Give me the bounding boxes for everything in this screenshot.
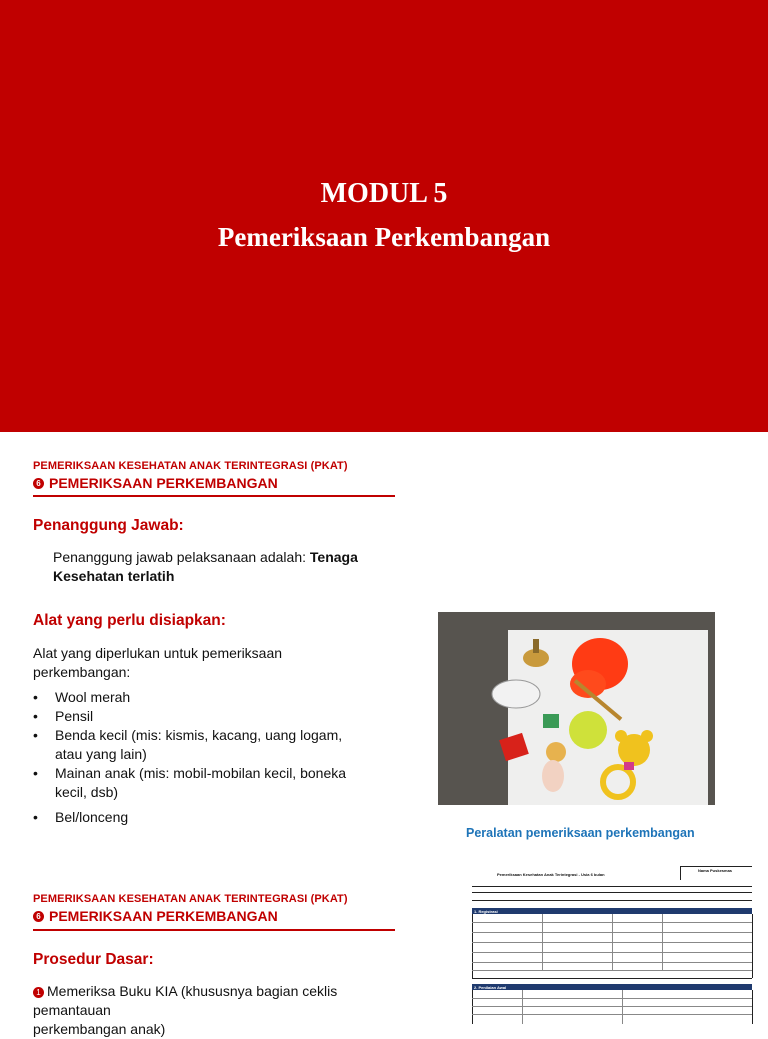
procedure-heading: Prosedur Dasar: [33,951,154,968]
slide2-divider [33,929,395,931]
form-title: Pemeriksaan Kesehatan Anak Terintegrasi - Usia 6 bulan [497,872,605,877]
cover-slide [0,0,768,432]
list-item: • Pensil [33,708,94,724]
list-item: • Mainan anak (mis: mobil-mobilan kecil, boneka kecil, dsb) [33,765,347,800]
list-item: • Wool merah [33,689,131,705]
form-section-1: 1. Registrasi [474,909,498,914]
tools-intro: Alat yang diperlukan untuk pemeriksaan perkembangan: [33,645,283,680]
slide2-section-title: PEMERIKSAAN PERKEMBANGAN [49,908,278,924]
slide2-kicker: PEMERIKSAAN KESEHATAN ANAK TERINTEGRASI (PKAT) [33,893,348,905]
slide1-section-title: PEMERIKSAAN PERKEMBANGAN [49,475,278,491]
responsible-text: Penanggung jawab pelaksanaan adalah: Tenaga Kesehatan terlatih [53,549,358,584]
tools-photo-illustration [438,612,715,805]
slide1-divider [33,495,395,497]
list-item: • Benda kecil (mis: kismis, kacang, uang logam, atau yang lain) [33,727,343,762]
section-number-icon: 6 [33,911,44,922]
section-number-icon: 6 [33,478,44,489]
form-box-label: Nama Puskesmas [698,868,733,873]
procedure-step-1: 1 Memeriksa Buku KIA (khususnya bagian ceklis pemantauan perkembangan anak) [33,983,338,1037]
step-number-icon: 1 [33,987,44,998]
tools-photo [438,612,715,805]
slide2-section [33,908,278,924]
tools-list [33,688,373,827]
form-section-2: 2. Penilaian Awal [474,985,507,990]
module-title: MODUL 5 [320,178,448,209]
form-thumbnail [462,866,754,1024]
module-subtitle: Pemeriksaan Perkembangan [217,222,551,252]
tools-heading: Alat yang perlu disiapkan: [33,612,226,629]
list-item: • Bel/lonceng [33,809,129,825]
slide1-kicker: PEMERIKSAAN KESEHATAN ANAK TERINTEGRASI (PKAT) [33,460,348,472]
slide1-section [33,475,278,491]
photo-caption: Peralatan pemeriksaan perkembangan [466,826,695,840]
responsible-heading: Penanggung Jawab: [33,517,184,534]
